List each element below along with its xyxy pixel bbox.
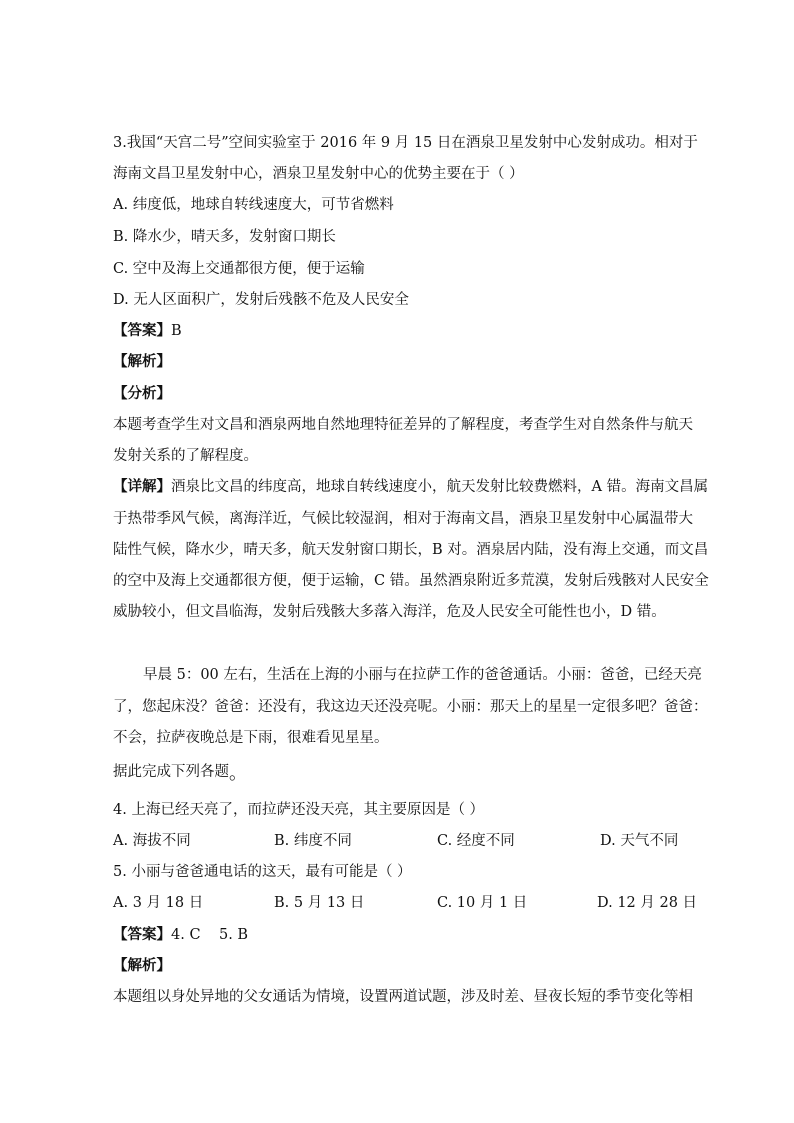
q4-option-a: A. 海拔不同 xyxy=(113,833,191,849)
q5-option-d: D. 12 月 28 日 xyxy=(597,895,698,911)
q45-answer xyxy=(113,925,683,945)
q3-option-d: D. 无人区面积广，发射后残骸不危及人民安全 xyxy=(113,292,409,308)
q3-detail-line-4: 的空中及海上交通都很方便，便于运输，C 错。虽然酒泉附近多荒漠，发射后残骸对人民安全 xyxy=(113,573,709,589)
q3-fenxi-label: 【分析】 xyxy=(113,386,171,402)
passage-line-4 xyxy=(113,761,683,782)
q4-option-b: B. 纬度不同 xyxy=(274,833,352,849)
q3-detail-line-1 xyxy=(113,477,709,497)
q45-answer-label: 【答案】 xyxy=(113,927,171,943)
q3-stem-line-2: 海南文昌卫星发射中心，酒泉卫星发射中心的优势主要在于（ ） xyxy=(113,166,524,182)
passage-line-1: 早晨 5：00 左右，生活在上海的小丽与在拉萨工作的爸爸通话。小丽：爸爸，已经天亮 xyxy=(143,667,702,683)
q3-analysis-label: 【解析】 xyxy=(113,354,171,370)
q3-answer xyxy=(113,321,683,341)
q3-fenxi-line-1: 本题考查学生对文昌和酒泉两地自然地理特征差异的了解程度，考查学生对自然条件与航天 xyxy=(113,417,693,433)
q4-option-c: C. 经度不同 xyxy=(437,833,515,849)
passage-period: 。 xyxy=(229,763,247,784)
q3-fenxi-line-2: 发射关系的了解程度。 xyxy=(113,448,258,464)
passage-line-2: 了，您起床没？爸爸：还没有，我这边天还没亮呢。小丽：那天上的星星一定很多吧？爸爸： xyxy=(113,699,708,715)
q5-option-b: B. 5 月 13 日 xyxy=(274,895,365,911)
q45-analysis-line-1: 本题组以身处异地的父女通话为情境，设置两道试题，涉及时差、昼夜长短的季节变化等相 xyxy=(113,989,693,1005)
detail-label: 【详解】 xyxy=(113,479,171,495)
q3-detail-line-5: 威胁较小，但文昌临海，发射后残骸大多落入海洋，危及人民安全可能性也小，D 错。 xyxy=(113,604,666,620)
q3-detail-line-3: 陆性气候，降水少，晴天多，航天发射窗口期长，B 对。酒泉居内陆，没有海上交通，而文昌 xyxy=(113,542,709,558)
passage-instruction: 据此完成下列各题 xyxy=(113,764,229,780)
q4-option-d: D. 天气不同 xyxy=(600,833,679,849)
detail-text-1: 酒泉比文昌的纬度高，地球自转线速度小，航天发射比较费燃料，A 错。海南文昌属 xyxy=(171,479,709,495)
q45-analysis-label: 【解析】 xyxy=(113,958,171,974)
passage-line-3: 不会，拉萨夜晚总是下雨，很难看见星星。 xyxy=(113,730,389,746)
q3-option-c: C. 空中及海上交通都很方便，便于运输 xyxy=(113,261,365,277)
q3-detail-line-2: 于热带季风气候，离海洋近，气候比较湿润，相对于海南文昌，酒泉卫星发射中心属温带大 xyxy=(113,511,693,527)
q3-option-a: A. 纬度低，地球自转线速度大，可节省燃料 xyxy=(113,197,394,213)
q5-option-a: A. 3 月 18 日 xyxy=(113,895,204,911)
q3-option-b: B. 降水少，晴天多，发射窗口期长 xyxy=(113,229,336,245)
q5-stem: 5. 小丽与爸爸通电话的这天，最有可能是（ ） xyxy=(113,864,412,880)
q45-answer-value: 4. C 5. B xyxy=(171,927,249,943)
answer-value: B xyxy=(171,323,182,339)
answer-label: 【答案】 xyxy=(113,323,171,339)
q5-option-c: C. 10 月 1 日 xyxy=(437,895,528,911)
q3-stem-line-1: 3.我国“天宫二号”空间实验室于 2016 年 9 月 15 日在酒泉卫星发射中心发射成功。相对于 xyxy=(113,135,698,151)
q4-stem: 4. 上海已经天亮了，而拉萨还没天亮，其主要原因是（ ） xyxy=(113,802,485,818)
